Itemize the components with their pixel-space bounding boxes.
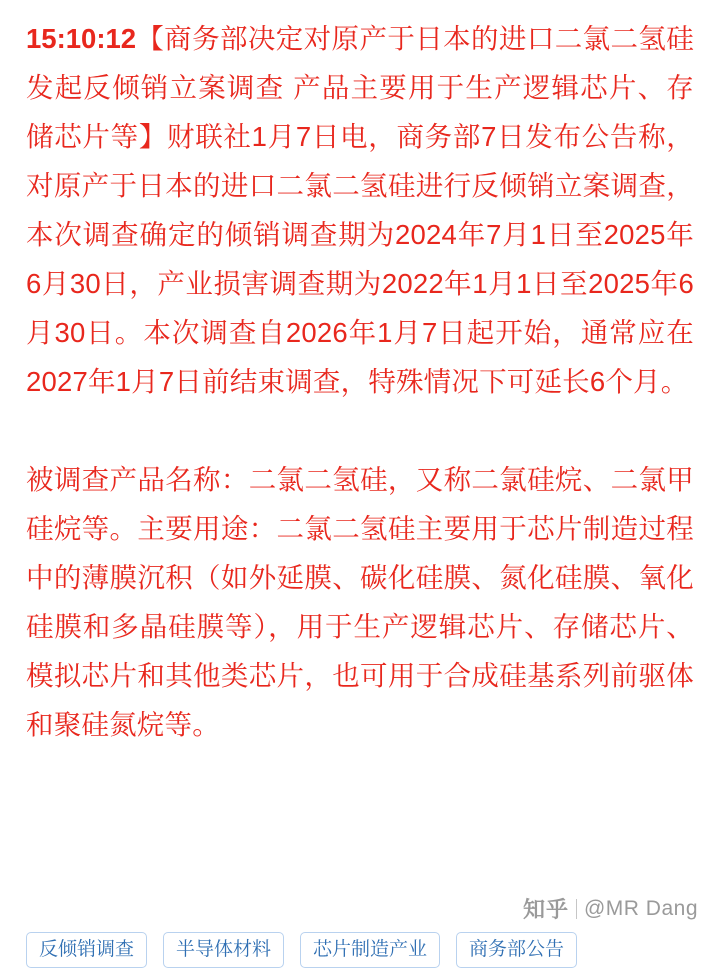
article-lead-paragraph: [26, 14, 694, 406]
article-body-paragraph: 被调查产品名称：二氯二氢硅，又称二氯硅烷、二氯甲硅烷等。主要用途：二氯二氢硅主要用于芯片制造过程中的薄膜沉积（如外延膜、碳化硅膜、氮化硅膜、氧化硅膜和多晶硅膜等），用于生产逻辑芯片、存储芯片、模拟芯片和其他类芯片，也可用于合成硅基系列前驱体和聚硅氮烷等。: [26, 464, 694, 740]
watermark: [523, 893, 698, 924]
tag-item[interactable]: 反倾销调查: [26, 932, 147, 968]
tag-list: [26, 932, 577, 968]
tag-item[interactable]: 半导体材料: [163, 932, 284, 968]
article-timestamp: 15:10:12: [26, 23, 137, 54]
article-content: [26, 14, 694, 749]
article-headline-text: 【商务部决定对原产于日本的进口二氯二氢硅发起反倾销立案调查 产品主要用于生产逻辑芯片、存储芯片等】财联社1月7日电，商务部7日发布公告称，对原产于日本的进口二氯二氢硅进行反倾销立案调查，本次调查确定的倾销调查期为2024年7月1日至2025年6月30日，产业损害调查期为2022年1月1日至2025年6月30日。本次调查自2026年1月7日起开始，通常应在2027年1月7日前结束调查，特殊情况下可延长6个月。: [26, 23, 694, 397]
tag-item[interactable]: 商务部公告: [456, 932, 577, 968]
watermark-divider: [576, 899, 577, 919]
watermark-username: @MR Dang: [583, 896, 698, 920]
zhihu-logo: 知乎: [522, 897, 569, 922]
tag-item[interactable]: 芯片制造产业: [300, 932, 440, 968]
